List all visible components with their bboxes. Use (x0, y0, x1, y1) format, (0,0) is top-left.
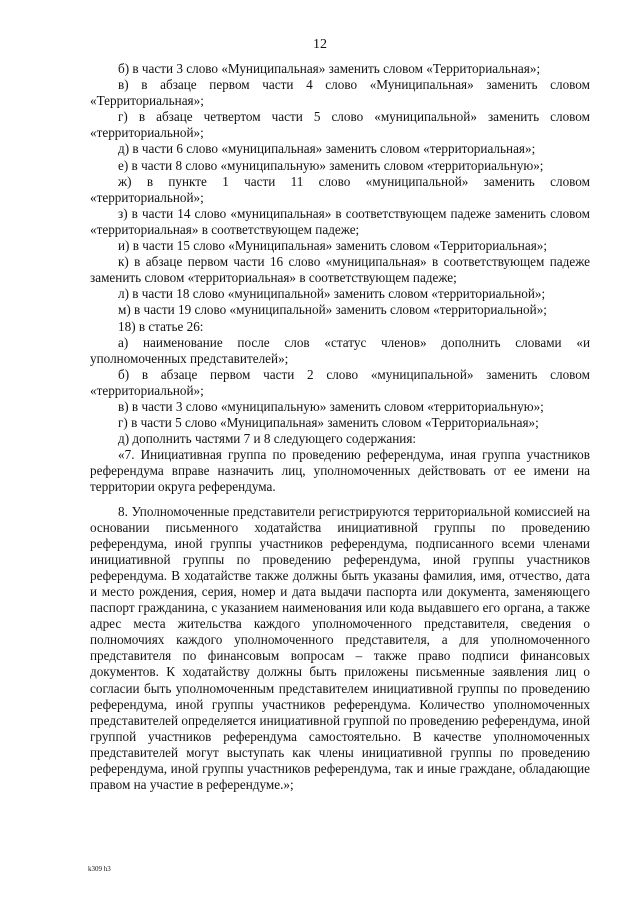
footer-code: k309 h3 (88, 865, 111, 873)
paragraph: г) в абзаце четвертом части 5 слово «муниципальной» заменить словом «территориальной»; (90, 109, 590, 141)
paragraph: в) в абзаце первом части 4 слово «Муниципальная» заменить словом «Территориальная»; (90, 77, 590, 109)
paragraph: и) в части 15 слово «Муниципальная» заменить словом «Территориальная»; (118, 238, 548, 254)
paragraph: м) в части 19 слово «муниципальной» заменить словом «территориальной»; (118, 302, 547, 318)
quoted-part-7: «7. Инициативная группа по проведению референдума, иная группа участников референдума вправе назначить лиц, уполномоченных действовать от ее имени на территории округа референдума. (90, 447, 590, 495)
paragraph: е) в части 8 слово «муниципальную» заменить словом «территориальную»; (118, 157, 544, 173)
quoted-part-8: 8. Уполномоченные представители регистрируются территориальной комиссией на основании письменного ходатайства инициативной группы по проведению референдума, иной группы участников референдума, подписанного всеми членами инициативной группы по проведению референдума, иной группы участников референдума. В ходатайстве также должны быть указаны фамилия, имя, отчество, дата и место рождения, серия, номер и дата выдачи паспорта или документа, заменяющего паспорт гражданина, с указанием наименования или кода выдавшего его органа, а также адрес места жительства каждого уполномоченного представителя, сведения о полномочиях каждого уполномоченного представителя, а для уполномоченного представителя по финансовым вопросам – также право подписи финансовых документов. К ходатайству должны быть приложены письменные заявления лиц о согласии быть уполномоченным представителем инициативной группы по проведению референдума, иной группы участников референдума. Количество уполномоченных представителей определяется инициативной группой по проведению референдума, иной группой участников референдума самостоятельно. В качестве уполномоченных представителей могут выступать как члены инициативной группы по проведению референдума, иной группы участников референдума, так и иные граждане, обладающие правом на участие в референдуме.»; (90, 503, 590, 793)
page-number: 12 (313, 37, 327, 52)
paragraph: д) в части 6 слово «муниципальная» заменить словом «территориальная»; (118, 141, 536, 157)
paragraph: к) в абзаце первом части 16 слово «муниципальная» в соответствующем падеже заменить словом «территориальная» в соответствующем падеже; (90, 254, 590, 286)
paragraph: ж) в пункте 1 части 11 слово «муниципальной» заменить словом «территориальной»; (90, 173, 590, 205)
paragraph: л) в части 18 слово «муниципальной» заменить словом «территориальной»; (118, 286, 546, 302)
paragraph: г) в части 5 слово «Муниципальная» заменить словом «Территориальная»; (118, 415, 539, 431)
paragraph: з) в части 14 слово «муниципальная» в соответствующем падеже заменить словом «территориальная» в соответствующем падеже; (90, 205, 590, 237)
paragraph: б) в абзаце первом части 2 слово «муниципальной» заменить словом «территориальной»; (90, 366, 590, 398)
paragraph: 18) в статье 26: (118, 318, 204, 334)
paragraph: д) дополнить частями 7 и 8 следующего содержания: (118, 431, 417, 447)
paragraph: в) в части 3 слово «муниципальную» заменить словом «территориальную»; (118, 398, 544, 414)
paragraph: а) наименование после слов «статус членов» дополнить словами «и уполномоченных представителей»; (90, 334, 590, 366)
document-body (90, 61, 590, 793)
paragraph: б) в части 3 слово «Муниципальная» заменить словом «Территориальная»; (118, 61, 541, 76)
